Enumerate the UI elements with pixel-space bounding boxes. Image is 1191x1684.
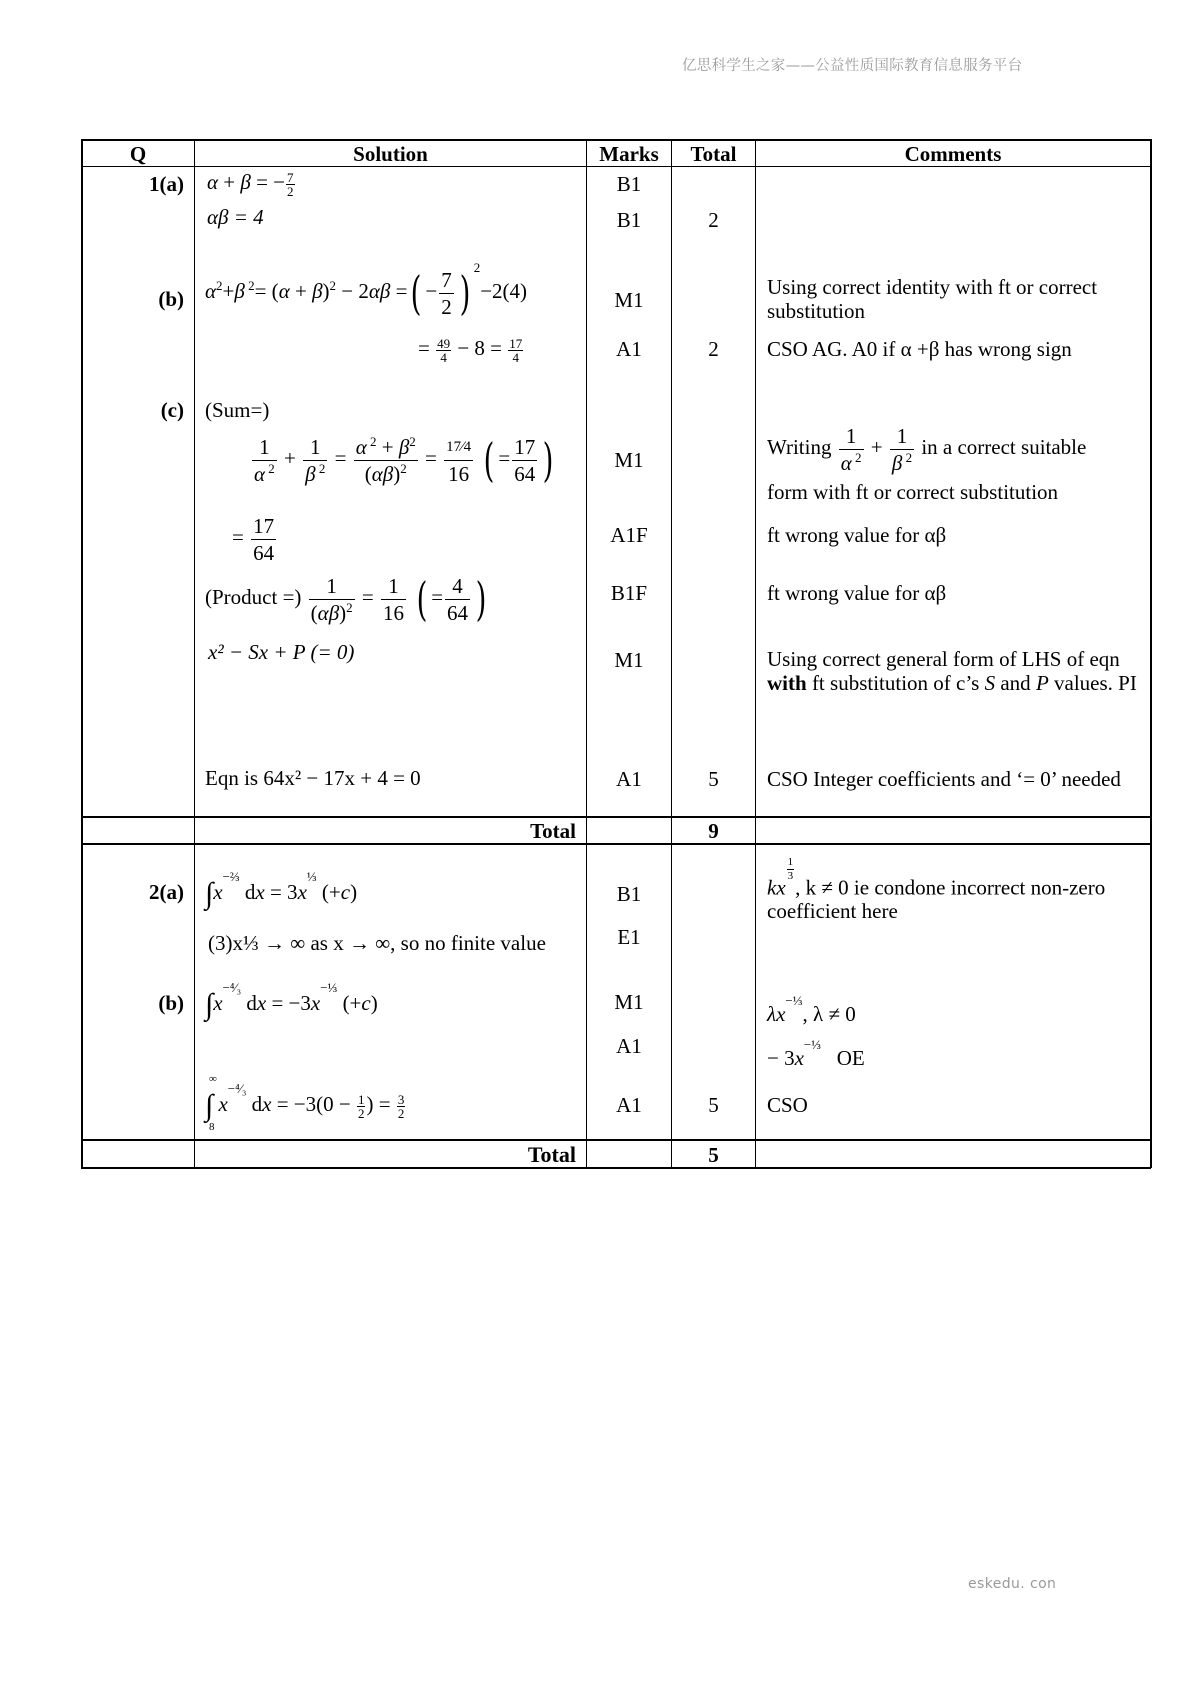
q2-mark-2: E1 <box>617 925 641 949</box>
q2b-total: 5 <box>708 1093 719 1117</box>
q1b-comment-1: Using correct identity with ft or correct substitution <box>767 275 1098 323</box>
q1-mark-5: M1 <box>614 448 644 472</box>
q1-mark-6: A1F <box>610 523 648 547</box>
q1-mark-9: A1 <box>616 767 642 791</box>
q1c-product: (Product =) $\frac{1}{(\alpha\beta)^2}$ = $\frac{1}{16}$ ( = $\frac{4}{64}$ ) <box>205 572 487 627</box>
col-line-5 <box>1150 139 1152 1168</box>
product-label: (Product =) <box>205 585 302 609</box>
q2b-label: (b) <box>158 991 184 1015</box>
header-marks: Marks <box>599 142 659 166</box>
q1a-label: 1(a) <box>149 172 184 196</box>
q1c-comment-2: ft wrong value for αβ <box>767 523 947 547</box>
header-comments: Comments <box>904 142 1002 166</box>
q1-mark-7: B1F <box>610 581 648 605</box>
q2-divider <box>81 843 1151 845</box>
q2-mark-5: A1 <box>616 1093 642 1117</box>
q2a-label: 2(a) <box>149 880 184 904</box>
q2b-comment-3: CSO <box>767 1093 808 1117</box>
q2b-comment-1: $\lambda x^{-\frac{1}{3}}$, λ ≠ 0 <box>767 993 856 1026</box>
q1a-total: 2 <box>708 208 719 232</box>
q1b-result: = $\frac{49}{4}$ − 8 = $\frac{17}{4}$ <box>418 335 523 365</box>
header-solution: Solution <box>353 142 428 166</box>
q1-mark-8: M1 <box>614 648 644 672</box>
q1-total-divider <box>81 816 1151 818</box>
q2-mark-3: M1 <box>614 990 644 1014</box>
q1-total-value: 9 <box>708 819 719 843</box>
q1c-comment-5: CSO Integer coefficients and ‘= 0’ needed <box>767 767 1121 791</box>
q1b-label: (b) <box>158 287 184 311</box>
table-border-top <box>81 139 1151 141</box>
seven-halves-fraction: $\frac{7}{2}$ <box>287 169 294 199</box>
q1-mark-2: B1 <box>616 208 642 232</box>
col-line-1 <box>194 139 195 1168</box>
seven-over-two: $\frac{7}{2}$ <box>441 267 452 319</box>
q2-mark-4: A1 <box>616 1034 642 1058</box>
q2b-comment-2: − $3x^{-\frac{1}{3}}$ OE <box>767 1037 865 1070</box>
q1a-product: αβ = 4 <box>207 205 264 229</box>
q1-mark-3: M1 <box>614 288 644 312</box>
q1-total-label: Total <box>530 819 576 843</box>
q1b-identity: $\alpha^2+\beta$ $^2= (\alpha + \beta)^2 - 2\alpha\beta$ =( − $\frac{7}{2}$ ) $^2$−2(4) <box>205 260 528 321</box>
watermark-top: 亿思科学生之家——公益性质国际教育信息服务平台 <box>682 58 1023 74</box>
q2-total-divider <box>81 1139 1151 1141</box>
col-line-0 <box>81 139 83 1168</box>
q1c-general-form: x² − Sx + P (= 0) <box>208 640 355 664</box>
q2-total-value: 5 <box>708 1143 719 1167</box>
header-total: Total <box>690 142 737 166</box>
q1c-total: 5 <box>708 767 719 791</box>
q2a-comment: kx $^{\frac{1}{3}}$ , k ≠ 0 ie condone incorrect non-zero coefficient here <box>767 856 1106 924</box>
q1c-comment-1-line2: form with ft or correct substitution <box>767 480 1059 504</box>
q1b-comment-2: CSO AG. A0 if α +β has wrong sign <box>767 337 1072 361</box>
table-border-bottom <box>81 1167 1151 1169</box>
q1c-sum-expression: $\frac{1}{\alpha ^2}$ + $\frac{1}{\beta ^2}$ = $\frac{\alpha ^2 + \beta^2}{(\alpha\beta)^2}$ = $\frac{17⁄4}{16}$ ( = $\frac{17}{64}$ ) <box>254 433 554 488</box>
q1-mark-1: B1 <box>616 172 642 196</box>
q1c-comment-3: ft wrong value for αβ <box>767 581 947 605</box>
q1c-sum-label: (Sum=) <box>205 398 270 422</box>
watermark-bottom: eskedu. con <box>968 1576 1057 1592</box>
q1c-equation: Eqn is 64x² − 17x + 4 = 0 <box>205 766 421 790</box>
q2a-conclusion: (3)x⅓ → ∞ as x → ∞, so no finite value <box>208 931 546 955</box>
q2-total-label: Total <box>527 1142 576 1167</box>
q1c-label: (c) <box>160 398 184 422</box>
q1a-sum: α + β = − $\frac{7}{2}$ <box>207 169 294 199</box>
header-divider <box>81 166 1151 167</box>
q1-mark-4: A1 <box>616 337 642 361</box>
q1c-sum-result: = $\frac{17}{64}$ <box>232 513 275 565</box>
q1c-comment-1: Writing $\frac{1}{\alpha ^2}$ + $\frac{1}{\beta ^2}$ in a correct suitable <box>767 423 1087 475</box>
col-line-3 <box>671 139 672 1168</box>
q2b-definite-integral: ∞ ∫ 8 $x^{-^4⁄_3}$ dx = −3(0 − $\frac{1}{2}$ ) = $\frac{3}{2}$ <box>205 1073 405 1133</box>
q2a-integral: $\int x^{-\frac{2}{3}}$ dx = $3x^{\frac{1}{3}}$ (+c) <box>205 869 358 911</box>
minus-two-times-four: −2(4) <box>480 279 528 303</box>
q1c-comment-4: Using correct general form of LHS of eqn with ft substitution of c’s S and P values. PI <box>767 647 1137 695</box>
q2b-integral: $\int x^{-^4⁄_3}$ dx = $-3x^{-\frac{1}{3}}$ (+c) <box>205 980 378 1022</box>
q1b-total: 2 <box>708 337 719 361</box>
col-line-4 <box>755 139 756 1168</box>
q2-mark-1: B1 <box>616 882 642 906</box>
header-q: Q <box>129 142 147 166</box>
